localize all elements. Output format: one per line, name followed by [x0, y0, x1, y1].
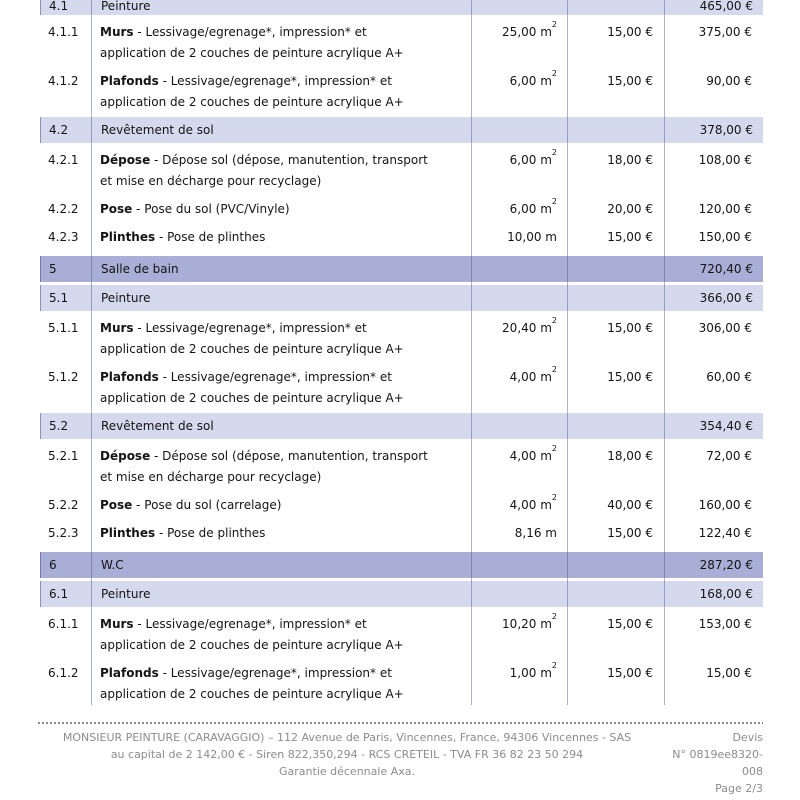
unit-price-cell — [568, 130, 665, 131]
unit-price-cell: 18,00 € — [607, 153, 653, 167]
table-row-5.2.1 — [40, 446, 763, 488]
total-cell: 378,00 € — [699, 123, 753, 137]
row-label: Revêtement de sol — [101, 419, 214, 433]
unit-price-cell — [568, 594, 665, 595]
table-row-6 — [40, 552, 763, 578]
table-row-6.1.1 — [40, 614, 763, 656]
table-row-6.1.2 — [40, 663, 763, 705]
column-divider-quantity — [471, 0, 472, 705]
unit-price-cell: 15,00 € — [607, 230, 653, 244]
document-number: N° 0819ee8320-008 — [672, 748, 763, 778]
table-row-4.1.2 — [40, 71, 763, 113]
quantity-cell: 6,00 $m^2$ — [509, 148, 557, 167]
table-row-6.1 — [40, 581, 763, 607]
unit-price-cell — [568, 269, 665, 270]
row-description — [91, 367, 471, 409]
quantity-cell: 6,00 $m^2$ — [509, 197, 557, 216]
row-number: 4.1.2 — [48, 74, 79, 88]
table-row-5.2.2 — [40, 495, 763, 516]
total-cell: 60,00 € — [706, 370, 752, 384]
row-description — [91, 614, 471, 656]
table-row-4.2 — [40, 117, 763, 143]
quantity-cell — [472, 13, 568, 14]
row-number: 4.1.1 — [48, 25, 79, 39]
description-line: et mise en décharge pour recyclage) — [100, 470, 322, 484]
quantity-cell — [472, 130, 568, 131]
footer-divider — [38, 722, 763, 724]
row-number: 5.2 — [49, 419, 69, 433]
document-type: Devis — [732, 731, 763, 744]
quantity-cell — [472, 269, 568, 270]
unit-price-cell: 20,00 € — [607, 202, 653, 216]
quantity-cell — [472, 426, 568, 427]
quote-table-rows — [40, 0, 763, 705]
document-info — [656, 729, 763, 797]
table-row-5.2 — [40, 413, 763, 439]
unit-price-cell — [568, 298, 665, 299]
column-divider-number — [91, 0, 92, 705]
total-cell: 366,00 € — [699, 291, 753, 305]
row-label: Salle de bain — [101, 262, 179, 276]
total-cell: 15,00 € — [706, 666, 752, 680]
total-cell: 354,40 € — [699, 419, 753, 433]
row-number: 5.2.1 — [48, 449, 79, 463]
row-label: Peinture — [101, 0, 151, 13]
company-info — [38, 729, 656, 797]
quantity-cell: 4,00 $m^2$ — [509, 365, 557, 384]
description-line: application de 2 couches de peinture acrylique A+ — [100, 46, 404, 60]
row-description — [91, 446, 471, 488]
quantity-cell: 4,00 $m^2$ — [509, 493, 557, 512]
page-footer — [38, 722, 763, 797]
quantity-cell: 20,40 $m^2$ — [502, 316, 557, 335]
row-number: 5.1 — [49, 291, 69, 305]
description-line: Plafonds - Lessivage/egrenage*, impression* et — [100, 74, 392, 88]
row-label: W.C — [101, 558, 124, 572]
description-line: application de 2 couches de peinture acrylique A+ — [100, 391, 404, 405]
row-number: 4.2.2 — [48, 202, 79, 216]
column-divider-unit-price — [567, 0, 568, 705]
description-line: Murs - Lessivage/egrenage*, impression* et — [100, 617, 367, 631]
row-number: 4.1 — [49, 0, 69, 13]
description-line: et mise en décharge pour recyclage) — [100, 174, 322, 188]
unit-price-cell — [568, 13, 665, 14]
row-description — [91, 318, 471, 360]
description-line: Plinthes - Pose de plinthes — [100, 526, 266, 540]
total-cell: 122,40 € — [698, 526, 752, 540]
description-line: Plafonds - Lessivage/egrenage*, impression* et — [100, 370, 392, 384]
total-cell: 160,00 € — [698, 498, 752, 512]
row-description — [91, 495, 471, 516]
table-row-5 — [40, 256, 763, 282]
row-number: 4.2.3 — [48, 230, 79, 244]
total-cell: 306,00 € — [698, 321, 752, 335]
description-line: Dépose - Dépose sol (dépose, manutention, transport — [100, 449, 428, 463]
description-line: Murs - Lessivage/egrenage*, impression* et — [100, 321, 367, 335]
quantity-cell: 10,00 m — [507, 230, 557, 244]
row-description — [91, 71, 471, 113]
row-description — [91, 199, 471, 220]
description-line: Pose - Pose du sol (carrelage) — [100, 498, 282, 512]
total-cell: 150,00 € — [698, 230, 752, 244]
description-line: application de 2 couches de peinture acrylique A+ — [100, 95, 404, 109]
row-description — [91, 523, 471, 544]
unit-price-cell: 15,00 € — [607, 617, 653, 631]
total-cell: 375,00 € — [698, 25, 752, 39]
row-number: 4.2 — [49, 123, 69, 137]
row-number: 5.2.3 — [48, 526, 79, 540]
description-line: Plinthes - Pose de plinthes — [100, 230, 266, 244]
row-description — [91, 227, 471, 248]
quote-table — [40, 0, 763, 705]
quantity-cell: 6,00 $m^2$ — [509, 69, 557, 88]
table-row-5.2.3 — [40, 523, 763, 544]
row-number: 6 — [49, 558, 57, 572]
table-row-4.2.3 — [40, 227, 763, 248]
row-number: 4.2.1 — [48, 153, 79, 167]
total-cell: 720,40 € — [699, 262, 753, 276]
description-line: Pose - Pose du sol (PVC/Vinyle) — [100, 202, 290, 216]
total-cell: 108,00 € — [698, 153, 752, 167]
quantity-cell — [472, 565, 568, 566]
row-label: Peinture — [101, 291, 151, 305]
description-line: Plafonds - Lessivage/egrenage*, impression* et — [100, 666, 392, 680]
unit-price-cell: 15,00 € — [607, 74, 653, 88]
row-number: 6.1.2 — [48, 666, 79, 680]
page-indicator: Page 2/3 — [715, 782, 763, 795]
table-row-5.1.2 — [40, 367, 763, 409]
unit-price-cell — [568, 426, 665, 427]
table-row-4.2.2 — [40, 199, 763, 220]
total-cell: 465,00 € — [699, 0, 753, 13]
unit-price-cell: 15,00 € — [607, 25, 653, 39]
unit-price-cell — [568, 565, 665, 566]
description-line: Murs - Lessivage/egrenage*, impression* et — [100, 25, 367, 39]
unit-price-cell: 18,00 € — [607, 449, 653, 463]
description-line: application de 2 couches de peinture acrylique A+ — [100, 342, 404, 356]
company-info-line: au capital de 2 142,00 € - Siren 822,350,294 - RCS CRETEIL - TVA FR 36 82 23 50 294 — [110, 748, 584, 761]
table-row-4.1.1 — [40, 22, 763, 64]
quantity-cell: 25,00 $m^2$ — [502, 20, 557, 39]
unit-price-cell: 40,00 € — [607, 498, 653, 512]
unit-price-cell: 15,00 € — [607, 370, 653, 384]
description-line: application de 2 couches de peinture acrylique A+ — [100, 638, 404, 652]
unit-price-cell: 15,00 € — [607, 321, 653, 335]
row-description — [91, 663, 471, 705]
row-description — [91, 22, 471, 64]
quantity-cell — [472, 298, 568, 299]
total-cell: 153,00 € — [698, 617, 752, 631]
total-cell: 287,20 € — [699, 558, 753, 572]
total-cell: 72,00 € — [706, 449, 752, 463]
row-number: 5.2.2 — [48, 498, 79, 512]
row-number: 5.1.2 — [48, 370, 79, 384]
unit-price-cell: 15,00 € — [607, 526, 653, 540]
unit-price-cell: 15,00 € — [607, 666, 653, 680]
quantity-cell: 4,00 $m^2$ — [509, 444, 557, 463]
row-number: 6.1.1 — [48, 617, 79, 631]
total-cell: 90,00 € — [706, 74, 752, 88]
column-divider-total — [664, 0, 665, 705]
table-row-4.1 — [40, 0, 763, 15]
row-label: Peinture — [101, 587, 151, 601]
description-line: Dépose - Dépose sol (dépose, manutention, transport — [100, 153, 428, 167]
row-label: Revêtement de sol — [101, 123, 214, 137]
row-description — [91, 150, 471, 192]
quantity-cell: 1,00 $m^2$ — [509, 661, 557, 680]
row-number: 5 — [49, 262, 57, 276]
total-cell: 120,00 € — [698, 202, 752, 216]
quantity-cell: 10,20 $m^2$ — [502, 612, 557, 631]
table-row-5.1 — [40, 285, 763, 311]
table-row-4.2.1 — [40, 150, 763, 192]
company-info-line: MONSIEUR PEINTURE (CARAVAGGIO) – 112 Avenue de Paris, Vincennes, France, 94306 Vincennes - SAS — [62, 731, 632, 744]
table-row-5.1.1 — [40, 318, 763, 360]
total-cell: 168,00 € — [699, 587, 753, 601]
quantity-cell — [472, 594, 568, 595]
row-number: 6.1 — [49, 587, 69, 601]
row-number: 5.1.1 — [48, 321, 79, 335]
company-info-line: Garantie décennale Axa. — [279, 765, 415, 778]
description-line: application de 2 couches de peinture acrylique A+ — [100, 687, 404, 701]
quantity-cell: 8,16 m — [514, 526, 557, 540]
